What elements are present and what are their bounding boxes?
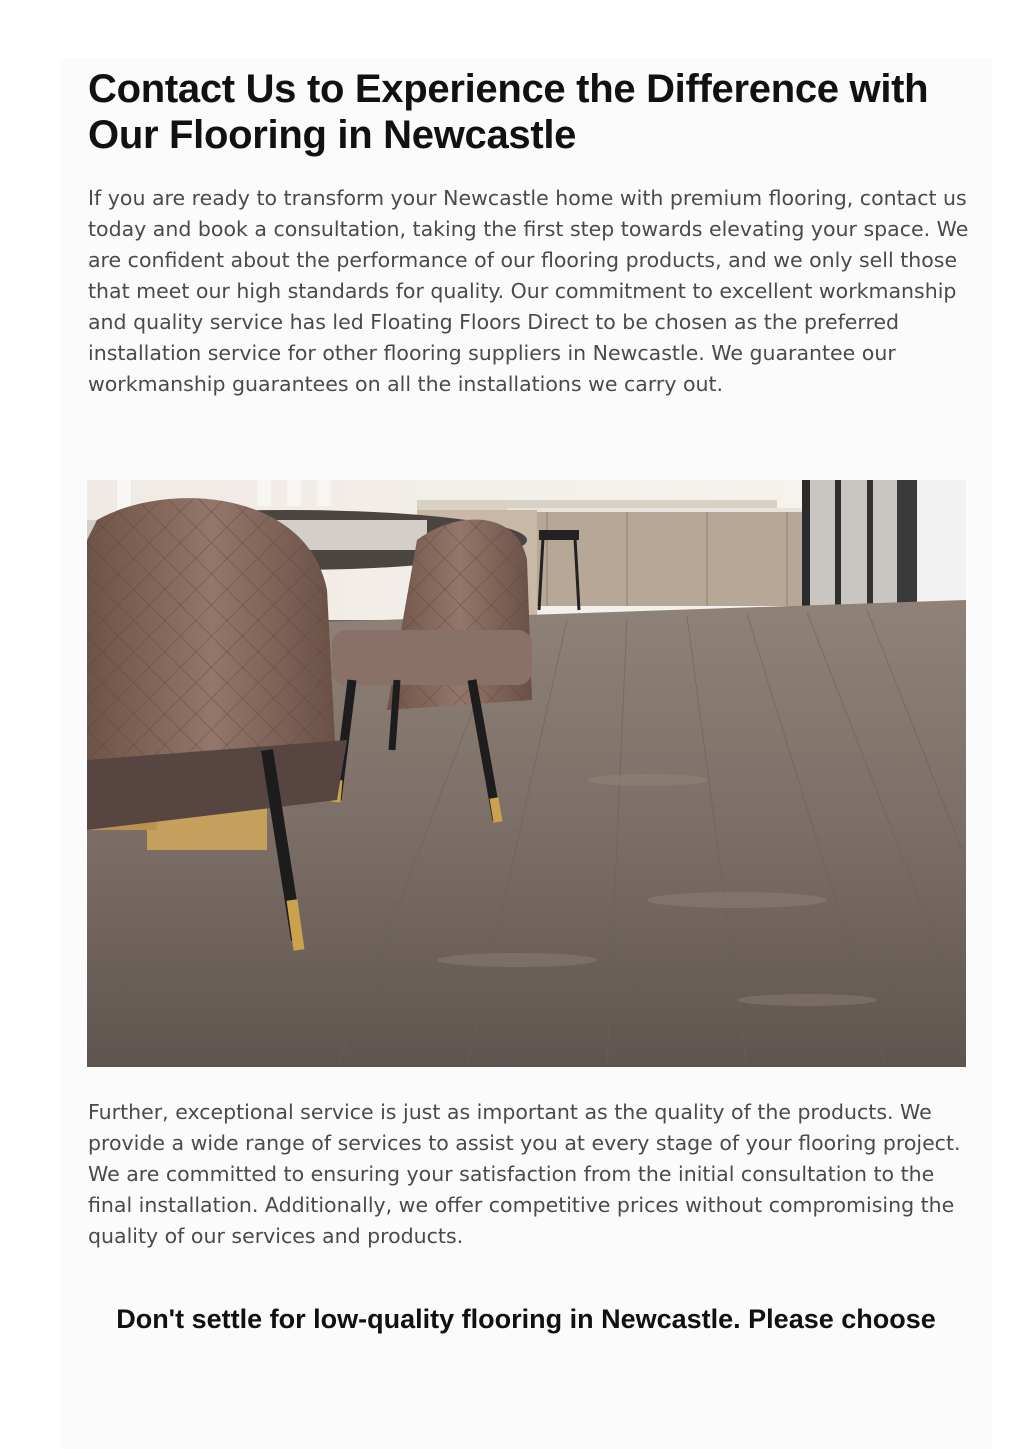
intro-paragraph: If you are ready to transform your Newcastle home with premium flooring, contact us today and book a consultation, taking the first step towards elevating your space. We are confident about the performance of our flooring products, and we only sell those that meet our high standards for quality. Our commitment to excellent workmanship and quality service has led Floating Floors Direct to be chosen as the preferred installation service for other flooring suppliers in Newcastle. We guarantee our workmanship guarantees on all the installations we carry out.: [88, 186, 969, 396]
page-title: Contact Us to Experience the Difference with Our Flooring in Newcastle: [88, 67, 929, 157]
service-paragraph: Further, exceptional service is just as important as the quality of the products. We provide a wide range of services to assist you at every stage of your flooring project. We are committed to ensuring your satisfaction from the initial consultation to the final installation. Additionally, we offer competitive prices without compromising the quality of our services and products.: [88, 1100, 961, 1248]
tagline: Don't settle for low-quality flooring in Newcastle. Please choose: [116, 1304, 936, 1334]
flooring-photo: [87, 480, 966, 1067]
